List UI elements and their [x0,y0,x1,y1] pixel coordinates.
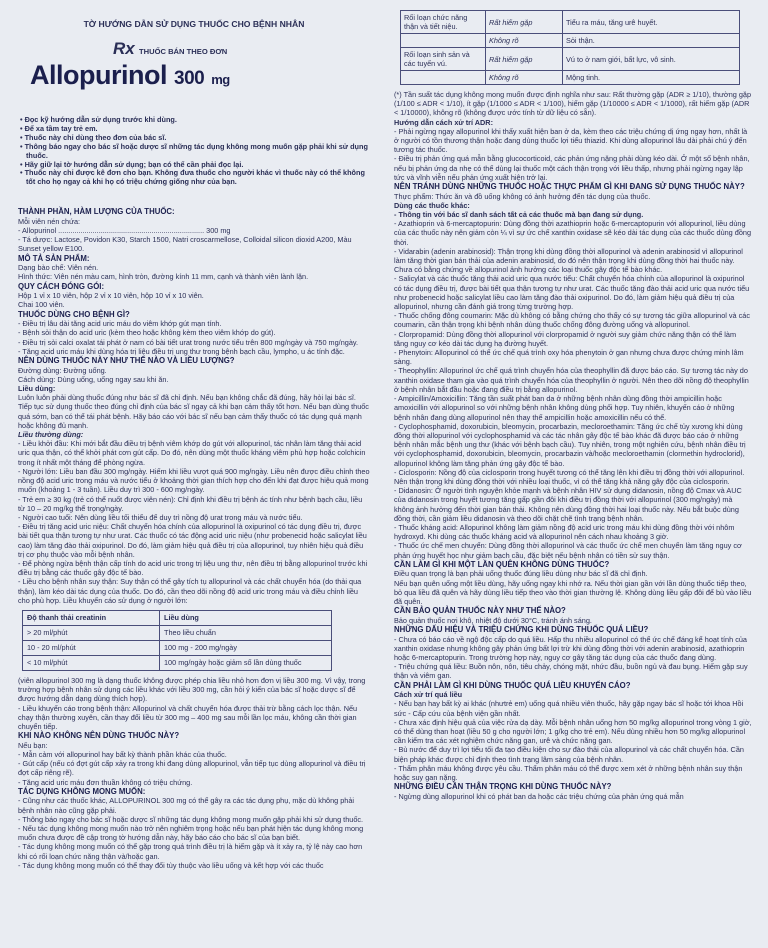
interactions-line: - Ciclosporin: Nồng độ của ciclosporin trong huyết tương có thể tăng lên khi điều trị đồng thời với allopurinol. Nên thận trọng khi dùng đồng thời với nhiều loại thuốc, vì có thể tăng khả năng gây độc của ciclosporin. [394,467,745,486]
dosage-line: - Điều trị tăng acid uric niệu: Chất chuyển hóa chính của allopurinol là oxipurinol có tác dụng điều trị, được bài tiết qua thận tương tự như urat. Các thuốc có tác động acid uric niệu (như probenecid hoặc salicylat liều cao) làm tăng đào thải oxipurinol. Do đó, làm giảm hiệu quả điều trị của allopurinol, tuy nhiên hiệu quả điều trị cơ phụ thuộc vào mỗi bệnh nhân. [18,522,367,559]
table-row [401,34,740,48]
overdose-subheading: Cách xử trí quá liều [394,690,463,700]
composition-line: - Allopurinol ........................................................................ 300 mg [18,226,231,236]
table-cell: 100 mg/ngày hoặc giảm số lần dùng thuốc [160,655,332,670]
dosage-line: - Người lớn: Liều ban đầu 300 mg/ngày. Hiếm khi liều vượt quá 900 mg/ngày. Liều nên được điều chỉnh theo nồng độ acid uric trong máu và nước tiểu ở khoảng thời gian thích hợp cho đến khi đạt được hiệu quả mong muốn (khoảng 1 - 3 tuần). Liều duy trì 300 - 600 mg/ngày. [18,466,370,495]
interactions-line: - Didanosin: Ở người tình nguyện khỏe mạnh và bệnh nhân HIV sử dụng didanosin, nồng độ Cmax và AUC của didanosin trong huyết tương tăng gấp gần đôi khi điều trị đồng thời với allopurinol (300 mg/ngày) mà không ảnh hưởng đến thời gian bán thải. Không nên dùng đồng thời hai loại thuốc này. Nếu bắt buộc dùng đồng thời, cần giảm liều didanosin và theo dõi chặt chẽ tình trạng bệnh nhân. [394,486,742,523]
warning-item: • Đọc kỹ hướng dẫn sử dụng trước khi dùng. [20,115,177,124]
missed-dose-line: Điều quan trọng là bạn phải uống thuốc đúng liều dùng như bác sĩ đã chỉ định. [394,569,648,579]
interactions-line: - Vidarabin (adenin arabinosid): Thận trọng khi dùng đồng thời allopurinol và adenin arabinosid vì allopurinol làm tăng thời gian bán thải của adenin arabinosid, do đó nên thận trọng khi dùng đồng thời hai thuốc này. Chưa có bằng chứng về allopurinol ảnh hưởng các loại thuốc gây độc tế bào khác. [394,246,743,275]
table-cell: Rất hiếm gặp [486,11,563,34]
packaging-line: Hộp 1 vỉ x 10 viên, hộp 2 vỉ x 10 viên, hộp 10 vỉ x 10 viên. [18,291,204,301]
interactions-subheading: Dùng các thuốc khác: [394,200,470,210]
side-effects-line: - Tác dụng không mong muốn có thể thay đổi tùy thuộc vào liều uống và kết hợp với các thuốc [18,860,324,870]
composition-line: Mỗi viên nén chứa: [18,216,81,226]
overdose-line: - Thẩm phân máu không được yêu cầu. Thẩm phân máu có thể được xem xét ở những bệnh nhân suy thận hoặc suy gan nặng. [394,763,743,782]
adr-heading: Hướng dẫn cách xử trí ADR: [394,117,494,127]
left-column [18,0,370,948]
dosage-line: Luôn luôn phải dùng thuốc đúng như bác sĩ đã chỉ định. Nếu bạn không chắc đã đúng, hãy hỏi lại bác sĩ. Tiếp tục sử dụng thuốc theo đúng chỉ định của bác sĩ ngay cả khi bạn cảm thấy tốt hơn. Nếu bạn dùng thuốc quá sớm, bạn có thể tái phát bệnh. Hãy báo cáo với bác sĩ nếu bạn cảm thấy thuốc có tác dụng quá mạnh hoặc không đủ mạnh. [18,393,369,430]
storage-line: Bảo quản thuốc nơi khô, nhiệt độ dưới 30°C, tránh ánh sáng. [394,615,592,625]
adr-line: - Điều trị phản ứng quá mẫn bằng glucocorticoid, các phản ứng nặng phải dùng kéo dài. Ở một số bệnh nhân, nếu bị phản ứng da nhẹ có thể dùng lại thuốc một cách thận trọng với liều thấp, nhưng phải ngừng ngay lập tức và vĩnh viễn nếu phản ứng xuất hiện trở lại. [394,154,750,182]
warning-item: • Thuốc này chỉ được kê đơn cho bạn. Không đưa thuốc cho người khác vì thuốc này có thể không tốt cho họ ngay cả khi họ có triệu chứng giống như của bạn. [20,168,365,187]
dosage-note: (viên allopurinol 300 mg là dạng thuốc không được phép chia liều nhỏ hơn đơn vị liều 300 mg. Vì vậy, trong trường hợp bệnh nhân sử dụng các liều khác với liều 300 mg, cần hỏi ý kiến của bác sĩ hoặc dược sĩ để được hướng dẫn dạng dùng thích hợp). [18,675,366,704]
drug-title [30,61,370,94]
table-cell [401,34,486,48]
missed-dose-heading: CẦN LÀM GÌ KHI MỘT LẦN QUÊN KHÔNG DÙNG THUỐC? [394,559,610,569]
indication-line: - Bệnh sỏi thận do acid uric (kèm theo hoặc không kèm theo viêm khớp do gút). [18,328,276,338]
overdose-heading: NHỮNG DẤU HIỆU VÀ TRIỆU CHỨNG KHI DÙNG THUỐC QUÁ LIỀU? [394,624,649,634]
description-line: Hình thức: Viên nén màu cam, hình tròn, đường kính 11 mm, cạnh và thành viên lành lặn. [18,272,309,282]
table-cell: 100 mg - 200 mg/ngày [160,640,332,655]
table-cell: Rối loạn sinh sản và các tuyến vú. [401,48,486,71]
table-row [23,625,332,640]
table-header-cell: Độ thanh thải creatinin [23,610,160,625]
side-effects-line: - Thông báo ngay cho bác sĩ hoặc dược sĩ những tác dụng không mong muốn gặp phải khi sử dụng thuốc. [18,814,364,824]
table-row [23,655,332,670]
composition-heading: THÀNH PHẦN, HÀM LƯỢNG CỦA THUỐC: [18,207,175,217]
table-cell: Vú to ở nam giới, bất lực, vô sinh. [563,48,740,71]
interactions-line: - Salicylat và các thuốc tăng thải acid uric qua nước tiểu: Chất chuyển hóa chính của allopurinol là oxipurinol có tác dụng điều trị, được bài tiết qua thận tương tự như urat. Các thuốc tăng đào thải acid uric qua nước tiểu như probenecid hoặc salicylat liều cao làm tăng đào thải oxipurinol. Do đó, làm giảm hiệu quả điều trị của allopurinol, nhưng cần đánh giá trong từng trường hợp. [394,274,750,312]
missed-dose-line: Nếu bạn quên uống một liều dùng, hãy uống ngay khi nhớ ra. Nếu thời gian gần với lần dùng thuốc tiếp theo, bỏ qua liều đã quên và hãy dùng liều tiếp theo vào thời gian thường lệ. Không dùng liều gấp đôi để bù vào liều đã quên. [394,578,752,606]
overdose-action-heading: CẦN PHẢI LÀM GÌ KHI DÙNG THUỐC QUÁ LIỀU KHUYẾN CÁO? [394,680,631,690]
packaging-heading: QUY CÁCH ĐÓNG GÓI: [18,281,105,291]
table-cell: Mộng tinh. [563,71,740,85]
caution-heading: NHỮNG ĐIỀU CẦN THẬN TRỌNG KHI DÙNG THUỐC NÀY? [394,782,612,792]
indication-line: - Tăng acid uric máu khi dùng hóa trị liệu điều trị ung thư trong bệnh bạch cầu, lympho, u ác tính đặc. [18,346,345,356]
description-heading: MÔ TẢ SẢN PHẨM: [18,253,90,263]
dosage-subheading: Liều thường dùng: [18,430,84,440]
contraindication-heading: KHI NÀO KHÔNG NÊN DÙNG THUỐC NÀY? [18,731,180,741]
dosage-subheading: Liều dùng: [18,384,56,394]
table-cell: Không rõ [486,34,563,48]
table-cell [401,71,486,85]
dosage-line: Cách dùng: Dùng uống, uống ngay sau khi ăn. [18,374,169,384]
description-line: Dạng bào chế: Viên nén. [18,263,99,273]
rx-line [113,39,370,59]
indication-heading: THUỐC DÙNG CHO BỆNH GÌ? [18,309,130,319]
composition-line: - Tá dược: Lactose, Povidon K30, Starch 1500, Natri croscarmellose, Colloidal silicon dioxid A200, Màu Sunset yellow E100. [18,235,352,254]
interactions-line: - Thuốc kháng acid: Allopurinol không làm giảm nồng độ acid uric trong máu khi dùng đồng thời với nhôm hydroxyd. Khi dùng các thuốc kháng acid và allopurinol nên cách nhau khoảng 3 giờ. [394,522,735,542]
overdose-line: - Nếu bạn hay bất kỳ ai khác (nhưtrẻ em) uống quá nhiều viên thuốc, hãy gặp ngay bác sĩ hoặc tới khoa Hồi sức - Cấp cứu của bệnh viện gần nhất. [394,699,744,718]
table-row [401,48,740,71]
packaging-line: Chai 100 viên. [18,300,65,310]
table-cell: Theo liều chuẩn [160,625,332,640]
interactions-line: - Phenytoin: Allopurinol có thể ức chế quá trình oxy hóa phenytoin ở gan nhưng chưa được chứng minh lâm sàng. [394,348,744,367]
interactions-line: - Clorpropamid: Dùng đồng thời allopurinol với clorpropamid ở người suy giảm chức năng thận có thể làm tăng nguy cơ kéo dài tác dụng hạ đường huyết. [394,329,737,348]
right-column [394,0,752,948]
table-header-cell: Liều dùng [160,610,332,625]
interactions-line: - Thông tin với bác sĩ danh sách tất cả các thuốc mà bạn đang sử dụng. [394,210,644,220]
dosage-table [22,610,332,671]
warning-item: • Thuốc này chỉ dùng theo đơn của bác sĩ. [20,132,167,142]
side-effects-line: - Tác dụng không mong muốn có thể gặp trong quá trình điều trị là hiếm gặp và ít xảy ra, tỷ lệ này cao hơn khi có rối loạn chức năng thận và/hoặc gan. [18,842,363,861]
overdose-line: - Chưa có báo cáo về ngộ độc cấp do quá liều. Hấp thu nhiều allopurinol có thể ức chế đáng kể hoạt tính của xanthin oxidase nhưng không gây phản ứng bất lợi trừ khi dùng đồng thời với adenin arabinosid, azathioprin hoặc 6-mercaptopurin. Trong trường hợp này, nguy cơ gây tăng tác dụng của các thuốc đang dùng. [394,634,747,662]
table-row [401,71,740,85]
contraindication-line: - Tăng acid uric máu đơn thuần không có triệu chứng. [18,777,193,787]
guide-title: TỜ HƯỚNG DẪN SỬ DỤNG THUỐC CHO BỆNH NHÂN [83,19,305,29]
drug-name: Allopurinol [30,60,167,90]
storage-heading: CẦN BẢO QUẢN THUỐC NÀY NHƯ THẾ NÀO? [394,606,566,616]
interactions-line: - Theophyllin: Allopurinol ức chế quá trình chuyển hóa của theophyllin đã được báo cáo. Sự tương tác này do xanthin oxidase tham gia vào quá trình chuyển hóa của theophyllin ở người. Nên theo dõi nồng độ theophyllin ở bệnh nhân bắt đầu hoặc đang điều trị bằng allopurinol. [394,366,749,394]
table-cell: Rối loạn chức năng thận và tiết niệu. [401,11,486,34]
caution-line: - Ngừng dùng allopurinol khi có phát ban da hoặc các triệu chứng của phản ứng quá mẫn [394,791,684,801]
side-effects-line: - Cũng như các thuốc khác, ALLOPURINOL 300 mg có thể gây ra các tác dụng phụ, mặc dù không phải bệnh nhân nào cũng gặp phải. [18,796,355,815]
warning-item: • Để xa tầm tay trẻ em. [20,123,98,133]
dosage-line: - Liều cho bệnh nhân suy thận: Suy thận có thể gây tích tụ allopurinol và các chất chuyển hóa (do thải qua thận), làm kéo dài tác dụng của thuốc. Do đó, cần theo dõi nồng độ acid uric trong máu và điều chỉnh liều cho phù hợp. Liều khuyến cáo sử dụng ở người lớn: [18,577,362,605]
side-effects-heading: TÁC DỤNG KHÔNG MONG MUỐN: [18,786,146,796]
rx-note: THUỐC BÁN THEO ĐƠN [138,47,228,56]
dosage-line: - Người cao tuổi: Nên dùng liều tối thiểu để duy trì nồng độ urat trong máu và nước tiểu. [18,512,303,522]
interactions-line: - Thuốc ức chế men chuyển: Dùng đồng thời allopurinol và các thuốc ức chế men chuyển làm tăng nguy cơ phản ứng huyết học như giảm bạch cầu, đặc biệt nếu bệnh nhân có tiền sử suy thận. [394,541,742,560]
overdose-line: - Bù nước để duy trì lợi tiểu tối đa tạo điều kiện cho sự đào thải của allopurinol và các chất chuyển hóa. Cần biện pháp khác được chỉ định theo tình trạng lâm sàng của bệnh nhân. [394,745,744,764]
contraindication-line: Nếu bạn: [18,740,48,750]
overdose-line: - Triệu chứng quá liều: Buồn nôn, nôn, tiêu chảy, chóng mặt, nhức đầu, buồn ngủ và đau bụng. Hiếm gặp suy thận và viêm gan. [394,662,748,681]
dosage-heading: NÊN DÙNG THUỐC NÀY NHƯ THẾ NÀO VÀ LIỀU LƯỢNG? [18,356,235,366]
adr-line: - Phải ngừng ngay allopurinol khi thấy xuất hiện ban ở da, kèm theo các triệu chứng dị ứng ngay hơn, nhất là ở người có tồn thương thận hoặc đang dùng thuốc lợi tiểu thiazid. Khi dùng allopurinol lâu dài phải chú ý đến tương tác thuốc. [394,126,748,155]
warning-list [18,116,370,187]
dosage-line: - Liều khởi đầu: Khi mới bắt đầu điều trị bệnh viêm khớp do gút với allopurinol, tác nhân làm tăng thải acid uric qua thận, có thể khởi phát cơn gút cấp. Do đó, nên dùng một thuốc kháng viêm phù hợp hoặc colchicin trong ít nhất một tháng để phòng ngừa. [18,439,366,467]
table-cell: Tiểu ra máu, tăng urê huyết. [563,11,740,34]
table-cell: Không rõ [486,71,563,85]
dosage-note: - Liều khuyến cáo trong bệnh thận: Allopurinol và chất chuyển hóa được thải trừ bằng cách lọc thận. Nếu chạy thận thường xuyên, cần thay đổi liều từ 300 mg – 400 mg sau mỗi lần lọc máu, không cần thời gian chuyển tiếp. [18,703,358,731]
warning-item: • Thông báo ngay cho bác sĩ hoặc dược sĩ những tác dụng không mong muốn gặp phải khi sử dụng thuốc. [20,141,368,160]
table-cell: > 20 ml/phút [23,625,160,640]
interactions-line: - Azathioprin và 6-mercaptopurin: Dùng đồng thời azathioprin hoặc 6-mercaptopurin với allopurinol, liều dùng của các thuốc này nên giảm còn ¼ vì sự ức chế xanthin oxidase sẽ kéo dài tác dụng của các thuốc dùng đồng thời. [394,219,752,247]
table-row [23,640,332,655]
side-effects-line: - Nếu tác dụng không mong muốn nào trở nên nghiêm trọng hoặc nếu bạn phát hiện tác dụng không mong muốn chưa được đề cập trong tờ hướng dẫn này, hãy báo cáo cho bác sĩ của bạn biết. [18,823,364,843]
side-effects-table [400,10,740,85]
drug-strength: 300 [174,68,205,89]
table-cell: 10 - 20 ml/phút [23,640,160,655]
dosage-line: Đường dùng: Đường uống. [18,365,107,375]
contraindication-line: - Gút cấp (nếu có đợt gút cấp xảy ra trong khi đang dùng allopurinol, vẫn tiếp tục dùng allopurinol và điều trị đợt cấp riêng rẽ). [18,759,366,778]
table-header-row [23,610,332,625]
table-cell: Sỏi thận. [563,34,740,48]
interactions-line: Thực phẩm: Thức ăn và đồ uống không có ảnh hưởng đến tác dụng của thuốc. [394,191,651,201]
frequency-note: (*) Tần suất tác dụng không mong muốn được định nghĩa như sau: Rất thường gặp (ADR ≥ 1/10), thường gặp (1/100 ≤ ADR < 1/10), ít gặp (1/1000 ≤ ADR < 1/100), hiếm gặp (1/10000 ≤ ADR < 1/1000), rất hiếm gặp (ADR < 1/10000), không rõ (không được ước tính từ dữ liệu có sẵn). [394,90,752,118]
interactions-line: - Thuốc chống đông coumarin: Mặc dù không có bằng chứng cho thấy có sự tương tác giữa allopurinol và các coumarin, cần thận trọng khi bệnh nhân dùng thuốc chống đông đường uống và allopurinol. [394,311,750,330]
indication-line: - Điều trị lâu dài tăng acid uric máu do viêm khớp gút mạn tính. [18,319,222,329]
interactions-line: - Ampicillin/Amoxicillin: Tăng tần suất phát ban da ở những bệnh nhân dùng đồng thời ampicillin hoặc amoxicillin với allopurinol so với những bệnh nhân không dùng phối hợp. Tuy nhiên, khuyến cáo ở những bệnh nhân đang dùng allopurinol nên thay thế ampicillin hoặc amoxicillin nếu có thể. [394,394,735,422]
contraindication-line: - Mẫn cảm với allopurinol hay bất kỳ thành phần khác của thuốc. [18,749,227,759]
table-cell: < 10 ml/phút [23,655,160,670]
dosage-line: - Trẻ em ≥ 30 kg (trẻ có thể nuốt được viên nén): Chỉ định khi điều trị bệnh ác tính như bệnh bạch cầu, liều từ 10 – 20 mg/kg thể trọng/ngày. [18,494,363,513]
indication-line: - Điều trị sỏi calci oxalat tái phát ở nam có bài tiết urat trong nước tiểu trên 800 mg/ngày và 750 mg/ngày. [18,337,359,347]
rx-symbol: Rx [113,39,135,58]
warning-item: • Hãy giữ lại tờ hướng dẫn sử dụng; bạn có thể cần phải đọc lại. [20,159,244,169]
overdose-line: - Chưa xác định hiệu quả của việc rửa dạ dày. Mỗi bệnh nhân uống hơn 50 mg/kg allopurinol trong vòng 1 giờ, có thể dùng than hoạt (liều 50 g cho người lớn; 1 g/kg cho trẻ em). Nếu dùng nhiều hơn 50 mg/kg allopurinol cần kiểm tra các xét nghiệm chức năng gan, urê và chức năng gan. [394,717,752,746]
dosage-line: - Để phòng ngừa bệnh thận cấp tính do acid uric trong trị liệu ung thư, nên điều trị bằng allopurinol trước khi điều trị bằng các thuốc gây độc tế bào. [18,558,368,578]
interactions-heading: NÊN TRÁNH DÙNG NHỮNG THUỐC HOẶC THỰC PHẨM GÌ KHI ĐANG SỬ DỤNG THUỐC NÀY? [394,182,745,192]
table-cell: Rất hiếm gặp [486,48,563,71]
table-row [401,11,740,34]
drug-unit: mg [211,72,230,87]
interactions-line: - Cyclophosphamid, doxorubicin, bleomycin, procarbazin, mecloroethamin: Tăng ức chế tủy xương khi dùng đồng thời allopurinol với cyclophosphamid và các tác nhân gây độc tế bào khác đã được báo cáo ở những bệnh nhân mắc bệnh ung thư (khác với bệnh bạch cầu). Tuy nhiên, trong một nghiên cứu, bệnh nhân điều trị với cyclophosphamid, doxorubicin, bleomycin, procarbazin và/hoặc mecloroethamin (clormethin hydroclorid), allopurinol không làm tăng phản ứng gây độc tế bào. [394,421,746,468]
